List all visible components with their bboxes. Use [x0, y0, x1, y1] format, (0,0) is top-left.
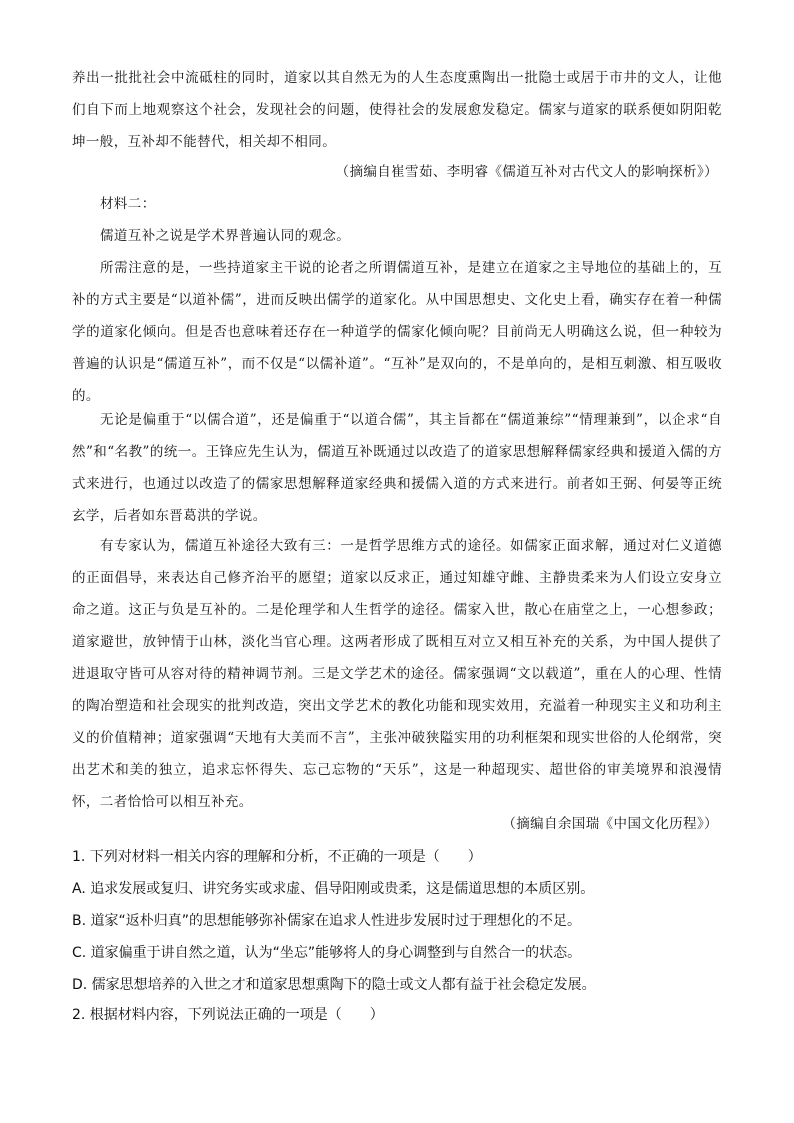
material1-tail-paragraph: 养出一批批社会中流砥柱的同时，道家以其自然无为的人生态度熏陶出一批隐士或居于市井的文人，让他们自下而上地观察这个社会，发现社会的问题，使得社会的发展愈发稳定。儒家与道家的联系便如阴阳乾坤一般，互补却不能替代，相关却不相同。 [72, 70, 722, 150]
question-1-option-b: B. 道家“返朴归真”的思想能够弥补儒家在追求人性进步发展时过于理想化的不足。 [72, 913, 582, 929]
source-citation-1: （摘编自崔雪茹、李明睿《儒道互补对古代文人的影响探析》） [335, 164, 718, 180]
source-citation-2: （摘编自余国瑞《中国文化历程》） [502, 816, 718, 832]
material2-paragraph-4: 有专家认为，儒道互补途径大致有三：一是哲学思维方式的途径。如儒家正面求解，通过对仁义道德的正面倡导，来表达自己修齐治平的愿望；道家以反求正，通过知雄守雌、主静贵柔来为人们设立安身立命之道。这正与负是互补的。二是伦理学和人生哲学的途径。儒家入世，散心在庙堂之上，一心想参政；道家避世，放钟情于山林，淡化当官心理。这两者形成了既相互对立又相互补充的关系，为中国人提供了进退取守皆可从容对待的精神调节剂。三是文学艺术的途径。儒家强调“文以载道”，重在人的心理、性情的陶冶塑造和社会现实的批判改造，突出文学艺术的教化功能和现实效用，充溢着一种现实主义和功利主义的价值精神；道家强调“天地有大美而不言”，主张冲破狭隘实用的功利框架和现实世俗的人伦纲常，突出艺术和美的独立，追求忘怀得失、忘己忘物的“天乐”，这是一种超现实、超世俗的审美境界和浪漫情怀，二者恰恰可以相互补充。 [72, 538, 722, 810]
material2-paragraph-3: 无论是偏重于“以儒合道”，还是偏重于“以道合儒”，其主旨都在“儒道兼综”“情理兼到”，以企求“自然”和“名教”的统一。王锋应先生认为，儒道互补既通过以改造了的道家思想解释儒家经典和援道入儒的方式来进行，也通过以改造了的儒家思想解释道家经典和援儒入道的方式来进行。前者如王弼、何晏等正统玄学，后者如东晋葛洪的学说。 [72, 412, 722, 524]
question-1-option-c: C. 道家偏重于讲自然之道，认为“坐忘”能够将人的身心调整到与自然合一的状态。 [72, 945, 582, 961]
material2-heading: 材料二： [100, 196, 156, 212]
material2-paragraph-1: 儒道互补之说是学术界普遍认同的观念。 [100, 228, 351, 244]
question-1-option-a: A. 追求发展或复归、讲究务实或求虚、倡导阳刚或贵柔，这是儒道思想的本质区别。 [72, 881, 595, 897]
material2-paragraph-2: 所需注意的是，一些持道家主干说的论者之所谓儒道互补，是建立在道家之主导地位的基础上的，互补的方式主要是“以道补儒”，进而反映出儒学的道家化。从中国思想史、文化史上看，确实存在着一种儒学的道家化倾向。但是否也意味着还存在一种道学的儒家化倾向呢？目前尚无人明确这么说，但一种较为普遍的认识是“儒道互补”，而不仅是“以儒补道”。“互补”是双向的，不是单向的，是相互刺激、相互吸收的。 [72, 260, 722, 404]
question-2-stem: 2. 根据材料内容，下列说法正确的一项是（ ） [72, 1007, 384, 1023]
question-1-stem: 1. 下列对材料一相关内容的理解和分析，不正确的一项是（ ） [72, 849, 482, 865]
question-1-option-d: D. 儒家思想培养的入世之才和道家思想熏陶下的隐士或文人都有益于社会稳定发展。 [72, 977, 596, 993]
